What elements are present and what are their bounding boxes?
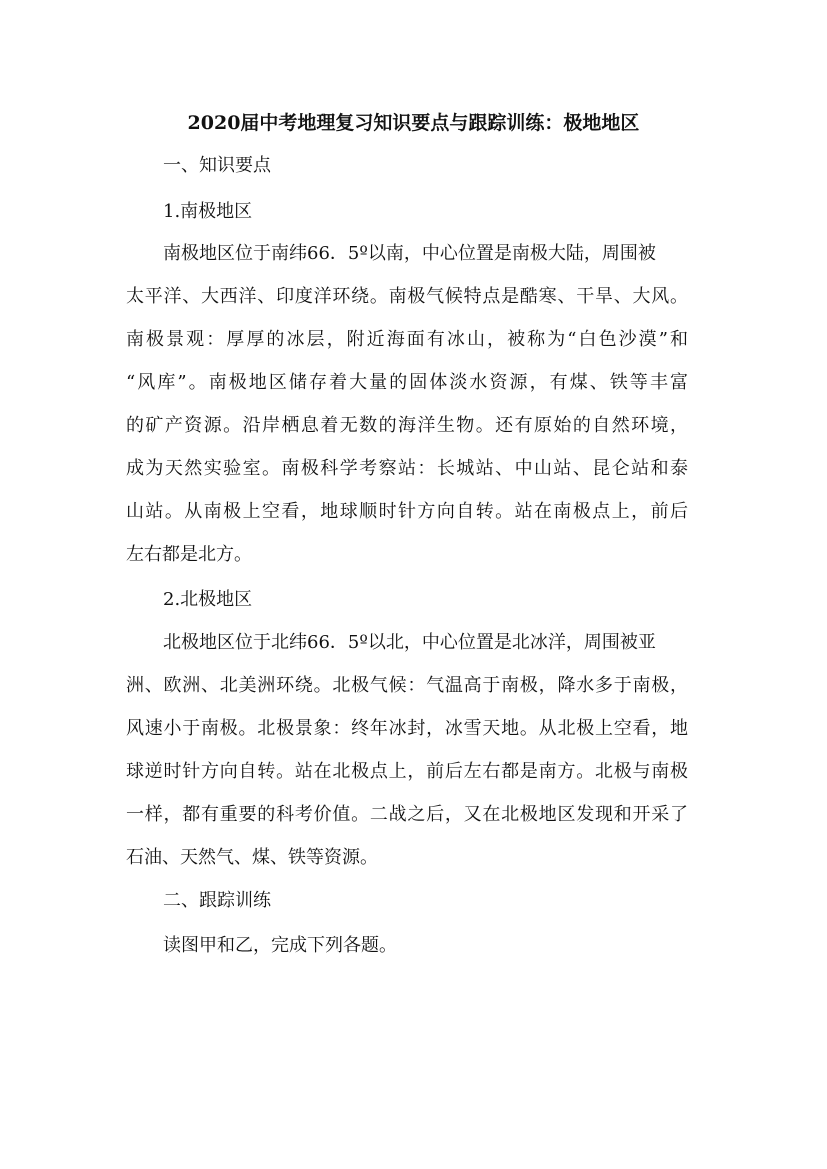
paragraph-arctic-line-4: 球逆时针方向自转。站在北极点上，前后左右都是南方。北极与南极 [126, 761, 688, 782]
paragraph-arctic-line-3: 风速小于南极。北极景象：终年冰封，冰雪天地。从北极上空看，地 [126, 718, 688, 739]
paragraph-antarctic-line-5: 的矿产资源。沿岸栖息着无数的海洋生物。还有原始的自然环境， [126, 415, 688, 436]
document-title: 2020届中考地理复习知识要点与跟踪训练：极地地区 [187, 112, 640, 134]
subheading-arctic: 2.北极地区 [163, 589, 253, 610]
paragraph-antarctic-line-6: 成为天然实验室。南极科学考察站：长城站、中山站、昆仑站和泰 [126, 458, 688, 479]
instruction-text: 读图甲和乙，完成下列各题。 [163, 935, 397, 956]
paragraph-antarctic-line-3: 南极景观：厚厚的冰层，附近海面有冰山，被称为“白色沙漠”和 [126, 329, 688, 350]
section-heading-knowledge: 一、知识要点 [163, 155, 271, 176]
paragraph-antarctic-line-8: 左右都是北方。 [126, 544, 252, 565]
paragraph-arctic-line-6: 石油、天然气、煤、铁等资源。 [126, 847, 378, 868]
paragraph-antarctic-line-1: 南极地区位于南纬66．5º以南，中心位置是南极大陆，周围被 [163, 243, 656, 264]
paragraph-antarctic-line-2: 太平洋、大西洋、印度洋环绕。南极气候特点是酷寒、干旱、大风。 [126, 286, 688, 307]
paragraph-arctic-line-2: 洲、欧洲、北美洲环绕。北极气候：气温高于南极，降水多于南极， [126, 675, 688, 696]
paragraph-arctic-line-5: 一样，都有重要的科考价值。二战之后，又在北极地区发现和开采了 [126, 804, 688, 825]
section-heading-training: 二、跟踪训练 [163, 890, 271, 911]
paragraph-antarctic-line-7: 山站。从南极上空看，地球顺时针方向自转。站在南极点上，前后 [126, 501, 688, 522]
paragraph-arctic-line-1: 北极地区位于北纬66．5º以北，中心位置是北冰洋，周围被亚 [163, 632, 656, 653]
subheading-antarctic: 1.南极地区 [163, 201, 253, 222]
paragraph-antarctic-line-4: “风库”。南极地区储存着大量的固体淡水资源，有煤、铁等丰富 [126, 372, 688, 393]
